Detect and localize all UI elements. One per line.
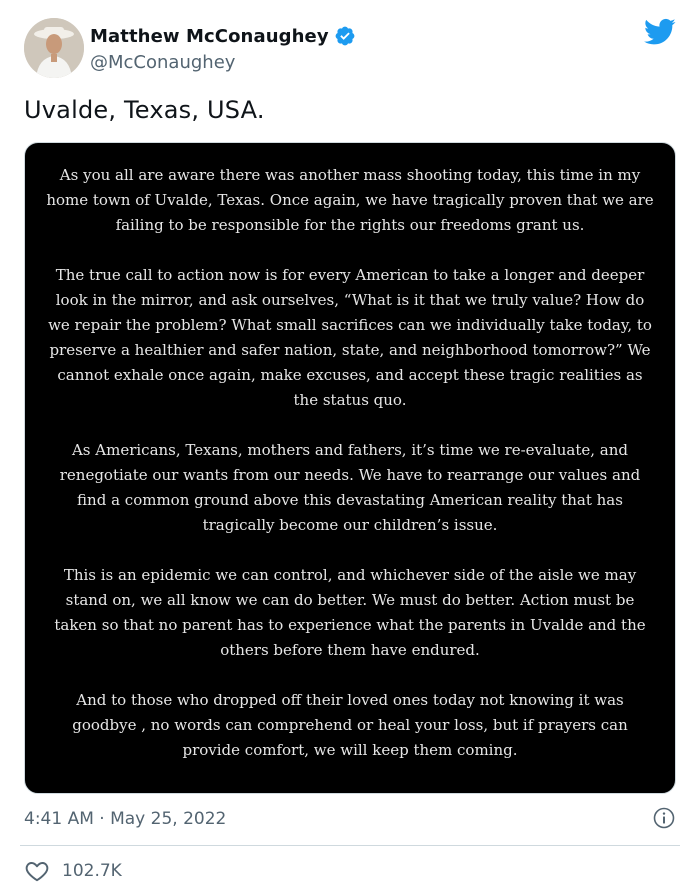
statement-paragraph: As you all are aware there was another mass shooting today, this time in my home town of Uvalde, Texas. Once again, we have tragically proven that we are failing to be responsible for the rights our freedoms grant us.	[46, 166, 654, 234]
statement-image[interactable]	[24, 142, 676, 794]
author-avatar[interactable]	[24, 18, 84, 78]
divider	[20, 845, 680, 846]
statement-paragraph: This is an epidemic we can control, and whichever side of the aisle we may stand on, we all know we can do better. We must do better. Action must be taken so that no parent has to experience what the parents in Uvalde and the others before them have endured.	[54, 566, 646, 659]
like-count: 102.7K	[62, 861, 122, 881]
author-handle[interactable]: @McConaughey	[90, 52, 236, 73]
tweet-header	[24, 18, 676, 82]
statement-text	[45, 163, 655, 788]
author-info	[90, 22, 356, 73]
tweet-meta	[24, 806, 676, 832]
like-action[interactable]	[24, 856, 122, 886]
heart-icon[interactable]	[24, 858, 50, 884]
author-display-name[interactable]: Matthew McConaughey	[90, 25, 329, 47]
twitter-bird-icon[interactable]	[644, 18, 676, 46]
verified-badge-icon	[334, 25, 356, 47]
info-icon[interactable]	[652, 806, 676, 830]
avatar-image	[24, 18, 84, 78]
statement-paragraph: The true call to action now is for every American to take a longer and deeper look in the mirror, and ask ourselves, “What is it that we truly value? How do we repair the problem? What small sacrifices can we individually take today, to preserve a healthier and safer nation, state, and neighborhood tomorrow?” We cannot exhale once again, make excuses, and accept these tragic realities as the status quo.	[48, 266, 652, 409]
statement-paragraph: As Americans, Texans, mothers and fathers, it’s time we re-evaluate, and renegotiate our wants from our needs. We have to rearrange our values and find a common ground above this devastating American reality that has tragically become our children’s issue.	[59, 441, 641, 534]
tweet-timestamp[interactable]: 4:41 AM · May 25, 2022	[24, 809, 227, 829]
tweet-text: Uvalde, Texas, USA.	[24, 96, 265, 124]
statement-paragraph: And to those who dropped off their loved ones today not knowing it was goodbye , no words can comprehend or heal your loss, but if prayers can provide comfort, we will keep them coming.	[72, 691, 628, 759]
